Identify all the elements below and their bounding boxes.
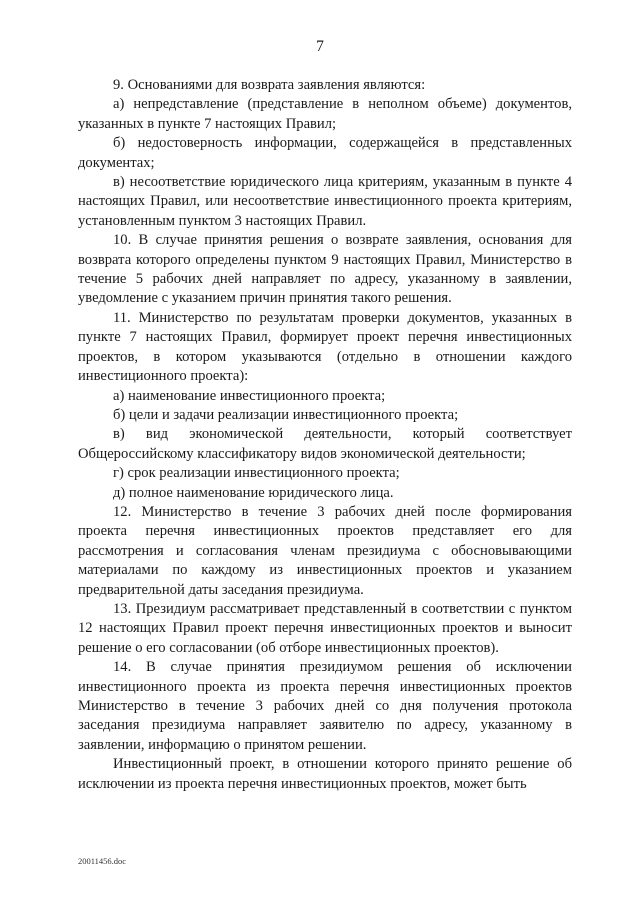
paragraph-14-continued: Инвестиционный проект, в отношении которого принято решение об исключении из проекта перечня инвестиционных проектов, может быть xyxy=(78,756,572,792)
paragraph-11-intro: 11. Министерство по результатам проверки документов, указанных в пункте 7 настоящих Правил, формирует проект перечня инвестиционных проектов, в котором указываются (отдельно в отношении каждого инвестиционного проекта): xyxy=(78,309,572,385)
paragraph-11v: в) вид экономической деятельности, который соответствует Общероссийскому классификатору видов экономической деятельности; xyxy=(78,426,572,462)
paragraph-13: 13. Президиум рассматривает представленный в соответствии с пунктом 12 настоящих Правил проект перечня инвестиционных проектов и выносит решение о его согласовании (об отборе инвестиционных проектов). xyxy=(78,600,572,656)
paragraph-11d: д) полное наименование юридического лица. xyxy=(113,484,394,501)
document-filename: 20011456.doc xyxy=(78,856,127,866)
paragraph-9-intro: 9. Основаниями для возврата заявления являются: xyxy=(113,77,426,93)
page-number: 7 xyxy=(316,38,324,55)
paragraph-14: 14. В случае принятия президиумом решения об исключении инвестиционного проекта из проекта перечня инвестиционных проектов Министерство в течение 3 рабочих дней со дня получения протокола заседания президиума направляет заявителю по адресу, указанному в заявлении, информацию о принятом решении. xyxy=(78,659,572,753)
paragraph-11a: а) наименование инвестиционного проекта; xyxy=(113,387,386,404)
paragraph-11b: б) цели и задачи реализации инвестиционного проекта; xyxy=(113,406,459,423)
paragraph-11g: г) срок реализации инвестиционного проекта; xyxy=(113,465,400,482)
paragraph-10: 10. В случае принятия решения о возврате заявления, основания для возврата которого определены пунктом 9 настоящих Правил, Министерство в течение 5 рабочих дней направляет по адресу, указанному в заявлении, уведомление с указанием причин принятия такого решения. xyxy=(78,232,572,307)
paragraph-9a: а) непредставление (представление в неполном объеме) документов, указанных в пункте 7 настоящих Правил; xyxy=(78,96,572,132)
document-body xyxy=(78,76,572,794)
paragraph-9b: б) недостоверность информации, содержащейся в представленных документах; xyxy=(78,135,572,171)
paragraph-9v: в) несоответствие юридического лица критериям, указанным в пункте 4 настоящих Правил, или несоответствие инвестиционного проекта критериям, установленным пунктом 3 настоящих Правил. xyxy=(78,174,572,229)
paragraph-12: 12. Министерство в течение 3 рабочих дней после формирования проекта перечня инвестиционных проектов представляет его для рассмотрения и согласования членам президиума с обосновывающими материалами по каждому из инвестиционных проектов и указанием предварительной даты заседания президиума. xyxy=(78,503,572,598)
